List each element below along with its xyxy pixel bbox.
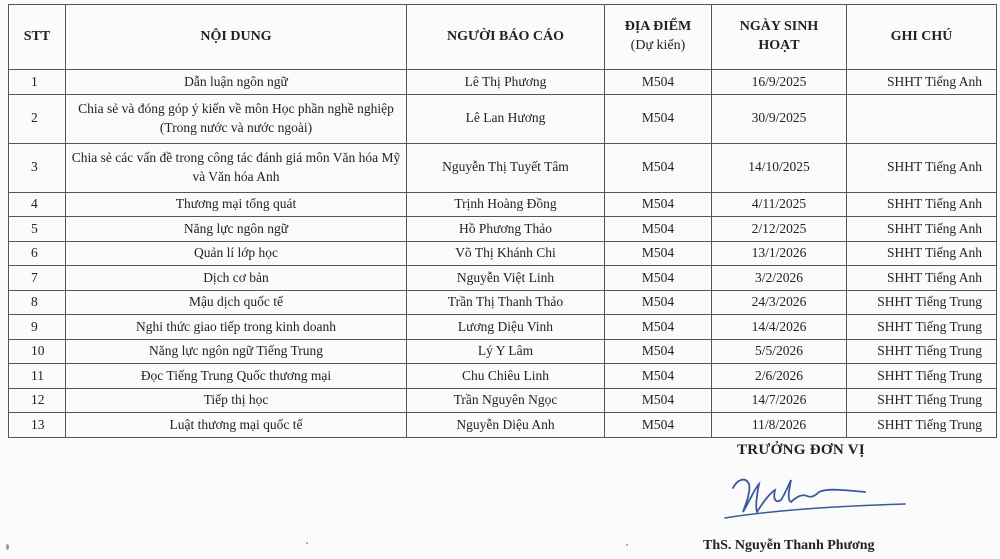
table-row — [9, 70, 997, 95]
table-header-row — [9, 5, 997, 70]
cell-reporter: Lê Thị Phương — [407, 70, 605, 95]
cell-date: 2/12/2025 — [712, 217, 847, 242]
cell-stt: 2 — [9, 94, 66, 143]
cell-stt: 9 — [9, 315, 66, 340]
cell-location: M504 — [605, 241, 712, 266]
schedule-table — [8, 4, 997, 438]
head-unit-title: TRƯỞNG ĐƠN VỊ — [737, 442, 866, 458]
table-row — [9, 266, 997, 291]
cell-reporter: Nguyễn Thị Tuyết Tâm — [407, 143, 605, 192]
cell-location: M504 — [605, 94, 712, 143]
cell-location: M504 — [605, 364, 712, 389]
table-row — [9, 364, 997, 389]
cell-date: 11/8/2026 — [712, 413, 847, 438]
header-location-line1: ĐỊA ĐIỂM — [624, 19, 692, 35]
cell-note: SHHT Tiếng Anh — [847, 266, 997, 291]
cell-note: SHHT Tiếng Trung — [847, 290, 997, 315]
cell-stt: 4 — [9, 192, 66, 217]
cell-reporter: Lê Lan Hương — [407, 94, 605, 143]
header-note: GHI CHÚ — [847, 5, 997, 70]
table-row — [9, 388, 997, 413]
cell-date: 5/5/2026 — [712, 339, 847, 364]
cell-location: M504 — [605, 192, 712, 217]
signer-name: ThS. Nguyễn Thanh Phương — [703, 538, 875, 553]
cell-stt: 1 — [9, 70, 66, 95]
cell-stt: 10 — [9, 339, 66, 364]
table-row — [9, 413, 997, 438]
cell-location: M504 — [605, 290, 712, 315]
cell-reporter: Trịnh Hoàng Đồng — [407, 192, 605, 217]
header-stt: STT — [9, 5, 66, 70]
table-row — [9, 290, 997, 315]
cell-date: 13/1/2026 — [712, 241, 847, 266]
cell-reporter: Lương Diệu Vinh — [407, 315, 605, 340]
cell-stt: 7 — [9, 266, 66, 291]
cell-reporter: Võ Thị Khánh Chi — [407, 241, 605, 266]
cell-reporter: Hồ Phương Thảo — [407, 217, 605, 242]
cell-stt: 11 — [9, 364, 66, 389]
cell-location: M504 — [605, 315, 712, 340]
header-date — [712, 5, 847, 70]
cell-stt: 12 — [9, 388, 66, 413]
cell-note: SHHT Tiếng Trung — [847, 364, 997, 389]
table-row — [9, 94, 997, 143]
cell-content: Tiếp thị học — [66, 388, 407, 413]
cell-reporter: Nguyễn Việt Linh — [407, 266, 605, 291]
table-row — [9, 241, 997, 266]
cell-note: SHHT Tiếng Trung — [847, 339, 997, 364]
cell-reporter: Trần Thị Thanh Thảo — [407, 290, 605, 315]
cell-note: SHHT Tiếng Anh — [847, 70, 997, 95]
cell-note: SHHT Tiếng Anh — [847, 241, 997, 266]
table-row — [9, 339, 997, 364]
scan-speck — [306, 542, 308, 544]
cell-content: Luật thương mại quốc tế — [66, 413, 407, 438]
cell-date: 30/9/2025 — [712, 94, 847, 143]
cell-date: 2/6/2026 — [712, 364, 847, 389]
cell-location: M504 — [605, 217, 712, 242]
cell-reporter: Nguyễn Diệu Anh — [407, 413, 605, 438]
cell-content: Quản lí lớp học — [66, 241, 407, 266]
cell-stt: 3 — [9, 143, 66, 192]
cell-reporter: Trần Nguyên Ngọc — [407, 388, 605, 413]
cell-date: 14/4/2026 — [712, 315, 847, 340]
cell-note: SHHT Tiếng Anh — [847, 143, 997, 192]
cell-location: M504 — [605, 339, 712, 364]
cell-stt: 5 — [9, 217, 66, 242]
cell-reporter: Lý Y Lâm — [407, 339, 605, 364]
table-row — [9, 217, 997, 242]
cell-date: 4/11/2025 — [712, 192, 847, 217]
scan-speck — [626, 544, 628, 546]
header-date-line2: HOẠT — [758, 38, 800, 53]
cell-date: 24/3/2026 — [712, 290, 847, 315]
table-row — [9, 143, 997, 192]
header-location-line2: (Dự kiến) — [630, 38, 686, 53]
header-reporter: NGƯỜI BÁO CÁO — [407, 5, 605, 70]
cell-date: 14/7/2026 — [712, 388, 847, 413]
cell-note: SHHT Tiếng Anh — [847, 192, 997, 217]
cell-note: SHHT Tiếng Trung — [847, 413, 997, 438]
cell-content: Nghi thức giao tiếp trong kinh doanh — [66, 315, 407, 340]
cell-location: M504 — [605, 70, 712, 95]
cell-stt: 8 — [9, 290, 66, 315]
signature-image — [715, 466, 915, 536]
cell-date: 16/9/2025 — [712, 70, 847, 95]
cell-content: Dẫn luận ngôn ngữ — [66, 70, 407, 95]
header-content: NỘI DUNG — [66, 5, 407, 70]
cell-content: Đọc Tiếng Trung Quốc thương mại — [66, 364, 407, 389]
cell-content: Năng lực ngôn ngữ Tiếng Trung — [66, 339, 407, 364]
cell-note: SHHT Tiếng Trung — [847, 388, 997, 413]
cell-content: Chia sẻ các vấn đề trong công tác đánh giá môn Văn hóa Mỹ và Văn hóa Anh — [66, 143, 407, 192]
cell-location: M504 — [605, 266, 712, 291]
header-location — [605, 5, 712, 70]
cell-content: Năng lực ngôn ngữ — [66, 217, 407, 242]
cell-date: 3/2/2026 — [712, 266, 847, 291]
cell-stt: 13 — [9, 413, 66, 438]
cell-location: M504 — [605, 413, 712, 438]
cell-content: Dịch cơ bản — [66, 266, 407, 291]
header-date-line1: NGÀY SINH — [739, 19, 819, 35]
cell-date: 14/10/2025 — [712, 143, 847, 192]
cell-content: Chia sẻ và đóng góp ý kiến về môn Học phần nghề nghiệp (Trong nước và nước ngoài) — [66, 94, 407, 143]
cell-location: M504 — [605, 388, 712, 413]
cell-reporter: Chu Chiêu Linh — [407, 364, 605, 389]
cell-note: SHHT Tiếng Anh — [847, 217, 997, 242]
cell-location: M504 — [605, 143, 712, 192]
cell-stt: 6 — [9, 241, 66, 266]
scan-speck — [6, 544, 9, 550]
cell-content: Mậu dịch quốc tế — [66, 290, 407, 315]
table-row — [9, 192, 997, 217]
cell-content: Thương mại tổng quát — [66, 192, 407, 217]
cell-note — [847, 94, 997, 143]
cell-note: SHHT Tiếng Trung — [847, 315, 997, 340]
table-row — [9, 315, 997, 340]
